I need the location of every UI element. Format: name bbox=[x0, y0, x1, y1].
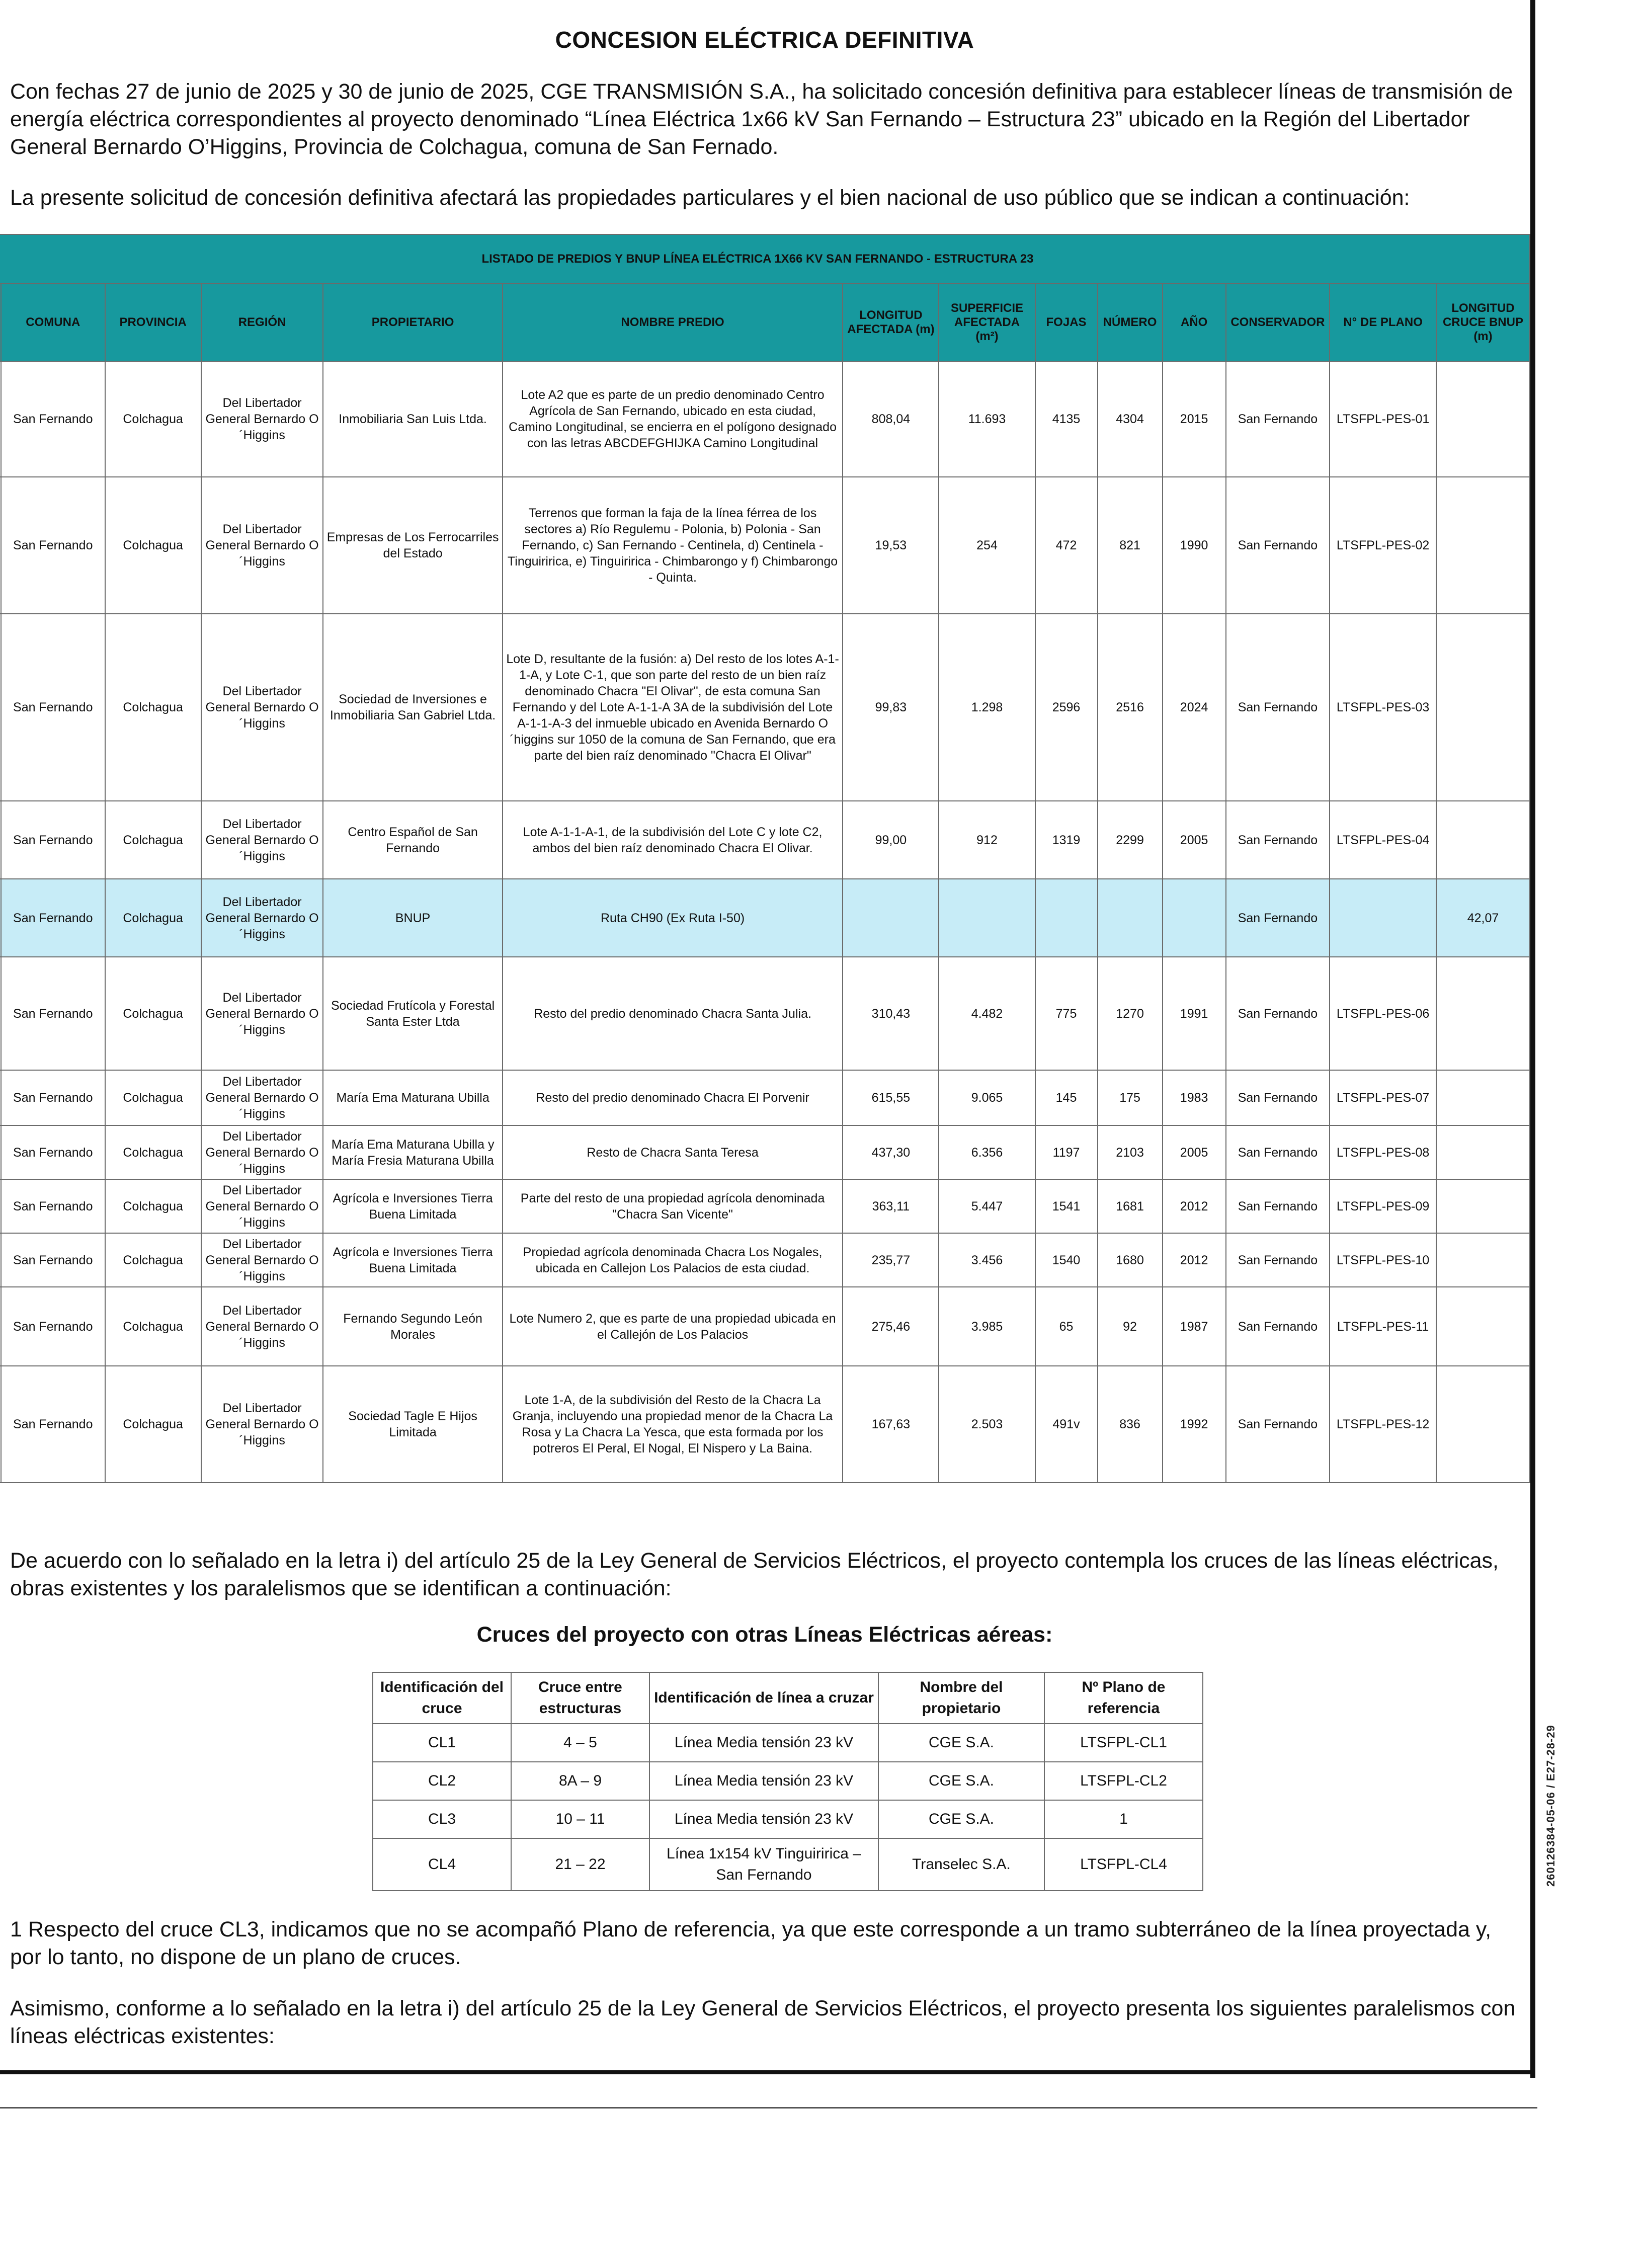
cell-conservador: San Fernando bbox=[1226, 1366, 1330, 1483]
col-header-superficie: SUPERFICIE AFECTADA (m²) bbox=[939, 284, 1035, 361]
cell-numero: 836 bbox=[1098, 1366, 1163, 1483]
cell-fojas: 4135 bbox=[1035, 361, 1098, 477]
table-row bbox=[0, 1233, 1530, 1287]
cell-nombre-predio: Propiedad agrícola denominada Chacra Los Nogales, ubicada en Callejon Los Palacios de esta ciudad. bbox=[503, 1233, 843, 1287]
cell-propietario: Fernando Segundo León Morales bbox=[323, 1287, 502, 1366]
cell-superficie bbox=[939, 879, 1035, 957]
cell-comuna: San Fernando bbox=[1, 1233, 105, 1287]
table-row bbox=[0, 1070, 1530, 1125]
cell-plano: 1 bbox=[1044, 1800, 1203, 1838]
cell-numero bbox=[1098, 879, 1163, 957]
cell-fojas: 1319 bbox=[1035, 801, 1098, 879]
cell-superficie: 1.298 bbox=[939, 614, 1035, 801]
cell-ano: 2012 bbox=[1163, 1179, 1226, 1233]
cell-plano: LTSFPL-PES-11 bbox=[1330, 1287, 1436, 1366]
cell-ano: 1990 bbox=[1163, 477, 1226, 614]
cell-superficie: 11.693 bbox=[939, 361, 1035, 477]
cruces-header-id: Identificación del cruce bbox=[373, 1672, 511, 1724]
cell-numero: 2103 bbox=[1098, 1125, 1163, 1179]
cell-longitud-bnup: 42,07 bbox=[1436, 879, 1530, 957]
cell-longitud-bnup bbox=[1436, 614, 1530, 801]
cell-region: Del Libertador General Bernardo O´Higgins bbox=[201, 1366, 323, 1483]
table-row bbox=[0, 614, 1530, 801]
cell-estructuras: 21 – 22 bbox=[511, 1838, 649, 1891]
cell-nombre-predio: Lote A2 que es parte de un predio denominado Centro Agrícola de San Fernando, ubicado en esta ciudad, Camino Longitudinal, se encierra en el polígono designado con las letras ABCDEFGHIJKA Camino Longitudinal bbox=[503, 361, 843, 477]
cell-provincia: Colchagua bbox=[105, 1366, 201, 1483]
cell-longitud-bnup bbox=[1436, 1125, 1530, 1179]
cell-numero: 4304 bbox=[1098, 361, 1163, 477]
cell-longitud: 363,11 bbox=[843, 1179, 939, 1233]
cell-plano bbox=[1330, 879, 1436, 957]
cell-longitud-bnup bbox=[1436, 1070, 1530, 1125]
page-right-border bbox=[1530, 0, 1535, 2078]
cell-longitud: 615,55 bbox=[843, 1070, 939, 1125]
cell-plano: LTSFPL-PES-09 bbox=[1330, 1179, 1436, 1233]
cell-nombre-predio: Parte del resto de una propiedad agrícola denominada "Chacra San Vicente" bbox=[503, 1179, 843, 1233]
table-row bbox=[0, 801, 1530, 879]
cell-cruce-id: CL4 bbox=[373, 1838, 511, 1891]
cell-comuna: San Fernando bbox=[1, 1070, 105, 1125]
cell-provincia: Colchagua bbox=[105, 1179, 201, 1233]
cell-propietario: Inmobiliaria San Luis Ltda. bbox=[323, 361, 502, 477]
cell-provincia: Colchagua bbox=[105, 1287, 201, 1366]
cruces-table-body bbox=[373, 1724, 1203, 1891]
cell-plano: LTSFPL-PES-01 bbox=[1330, 361, 1436, 477]
page-bottom-rule bbox=[0, 2070, 1534, 2074]
predios-table bbox=[0, 234, 1530, 1483]
cell-conservador: San Fernando bbox=[1226, 1233, 1330, 1287]
cell-propietario: CGE S.A. bbox=[878, 1762, 1044, 1800]
cell-plano: LTSFPL-CL1 bbox=[1044, 1724, 1203, 1762]
col-header-conservador: CONSERVADOR bbox=[1226, 284, 1330, 361]
predios-header-row bbox=[0, 284, 1530, 361]
cell-longitud: 235,77 bbox=[843, 1233, 939, 1287]
cell-plano: LTSFPL-PES-02 bbox=[1330, 477, 1436, 614]
side-publication-code: 260126384-05-06 / E27-28-29 bbox=[1544, 1725, 1557, 1887]
cell-estructuras: 8A – 9 bbox=[511, 1762, 649, 1800]
cell-propietario: María Ema Maturana Ubilla y María Fresia Maturana Ubilla bbox=[323, 1125, 502, 1179]
cell-provincia: Colchagua bbox=[105, 801, 201, 879]
cell-plano: LTSFPL-PES-04 bbox=[1330, 801, 1436, 879]
cell-comuna: San Fernando bbox=[1, 477, 105, 614]
cell-linea: Línea Media tensión 23 kV bbox=[649, 1800, 878, 1838]
table-row bbox=[0, 1125, 1530, 1179]
footnote-paragraph: 1 Respecto del cruce CL3, indicamos que no se acompañó Plano de referencia, ya que este corresponde a un tramo subterráneo de la línea proyectada y, por lo tanto, no dispone de un plano de cruces. bbox=[10, 1917, 1492, 1969]
cell-ano: 2024 bbox=[1163, 614, 1226, 801]
cell-longitud: 310,43 bbox=[843, 957, 939, 1070]
cell-superficie: 9.065 bbox=[939, 1070, 1035, 1125]
cell-conservador: San Fernando bbox=[1226, 1125, 1330, 1179]
cell-nombre-predio: Resto del predio denominado Chacra Santa Julia. bbox=[503, 957, 843, 1070]
cell-longitud: 808,04 bbox=[843, 361, 939, 477]
cell-plano: LTSFPL-CL4 bbox=[1044, 1838, 1203, 1891]
predios-table-body bbox=[0, 361, 1530, 1483]
cell-longitud-bnup bbox=[1436, 1366, 1530, 1483]
cell-linea: Línea Media tensión 23 kV bbox=[649, 1724, 878, 1762]
cell-provincia: Colchagua bbox=[105, 1125, 201, 1179]
cell-conservador: San Fernando bbox=[1226, 477, 1330, 614]
cell-conservador: San Fernando bbox=[1226, 879, 1330, 957]
table-row bbox=[0, 879, 1530, 957]
table-row bbox=[0, 361, 1530, 477]
cell-propietario: CGE S.A. bbox=[878, 1724, 1044, 1762]
cell-propietario: BNUP bbox=[323, 879, 502, 957]
cell-fojas: 1197 bbox=[1035, 1125, 1098, 1179]
cell-ano: 2012 bbox=[1163, 1233, 1226, 1287]
col-header-comuna: COMUNA bbox=[1, 284, 105, 361]
cell-fojas: 491v bbox=[1035, 1366, 1098, 1483]
cell-numero: 2516 bbox=[1098, 614, 1163, 801]
cell-longitud-bnup bbox=[1436, 1287, 1530, 1366]
cell-superficie: 912 bbox=[939, 801, 1035, 879]
cell-ano: 1987 bbox=[1163, 1287, 1226, 1366]
cell-nombre-predio: Resto del predio denominado Chacra El Porvenir bbox=[503, 1070, 843, 1125]
cell-longitud: 99,83 bbox=[843, 614, 939, 801]
cell-longitud-bnup bbox=[1436, 1179, 1530, 1233]
cell-fojas: 775 bbox=[1035, 957, 1098, 1070]
cell-comuna: San Fernando bbox=[1, 1125, 105, 1179]
cell-plano: LTSFPL-CL2 bbox=[1044, 1762, 1203, 1800]
col-header-fojas: FOJAS bbox=[1035, 284, 1098, 361]
cell-numero: 2299 bbox=[1098, 801, 1163, 879]
cell-provincia: Colchagua bbox=[105, 1070, 201, 1125]
cell-comuna: San Fernando bbox=[1, 1366, 105, 1483]
cell-longitud-bnup bbox=[1436, 801, 1530, 879]
cell-conservador: San Fernando bbox=[1226, 801, 1330, 879]
cell-plano: LTSFPL-PES-06 bbox=[1330, 957, 1436, 1070]
cell-fojas: 1541 bbox=[1035, 1179, 1098, 1233]
cell-superficie: 254 bbox=[939, 477, 1035, 614]
cell-longitud-bnup bbox=[1436, 361, 1530, 477]
cell-provincia: Colchagua bbox=[105, 879, 201, 957]
cell-linea: Línea Media tensión 23 kV bbox=[649, 1762, 878, 1800]
intro-paragraph: Con fechas 27 de junio de 2025 y 30 de junio de 2025, CGE TRANSMISIÓN S.A., ha solicitado concesión definitiva para establecer líneas de transmisión de energía eléctrica correspondientes al proyecto denominado “Línea Eléctrica 1x66 kV San Fernando – Estructura 23” ubicado en la Región del Libertador General Bernardo O’Higgins, Provincia de Colchagua, comuna de San Fernado. bbox=[10, 79, 1513, 159]
cell-comuna: San Fernando bbox=[1, 1287, 105, 1366]
cell-propietario: María Ema Maturana Ubilla bbox=[323, 1070, 502, 1125]
cell-region: Del Libertador General Bernardo O´Higgins bbox=[201, 614, 323, 801]
cell-region: Del Libertador General Bernardo O´Higgins bbox=[201, 1070, 323, 1125]
cruces-header-plano: Nº Plano de referencia bbox=[1044, 1672, 1203, 1724]
cell-ano: 2005 bbox=[1163, 1125, 1226, 1179]
cell-cruce-id: CL3 bbox=[373, 1800, 511, 1838]
cell-nombre-predio: Resto de Chacra Santa Teresa bbox=[503, 1125, 843, 1179]
cell-comuna: San Fernando bbox=[1, 957, 105, 1070]
cell-propietario: Empresas de Los Ferrocarriles del Estado bbox=[323, 477, 502, 614]
cell-superficie: 3.456 bbox=[939, 1233, 1035, 1287]
cruces-table bbox=[372, 1672, 1203, 1891]
cell-fojas: 2596 bbox=[1035, 614, 1098, 801]
cell-conservador: San Fernando bbox=[1226, 614, 1330, 801]
page-bottom-thin-rule bbox=[0, 2107, 1537, 2109]
cell-provincia: Colchagua bbox=[105, 477, 201, 614]
cell-nombre-predio: Lote D, resultante de la fusión: a) Del resto de los lotes A-1-1-A, y Lote C-1, que son parte del resto de un bien raíz denominado Chacra "El Olivar", de esta comuna San Fernando y del Lote A-1-1-A 3A de la subdivisión del Lote A-1-1-A-3 del inmueble ubicado en Avenida Bernardo O´higgins sur 1050 de la comuna de San Fernando, que era parte del bien raíz denominado "Chacra El Olivar" bbox=[503, 614, 843, 801]
cell-comuna: San Fernando bbox=[1, 361, 105, 477]
cell-conservador: San Fernando bbox=[1226, 957, 1330, 1070]
cell-region: Del Libertador General Bernardo O´Higgins bbox=[201, 957, 323, 1070]
cell-cruce-id: CL2 bbox=[373, 1762, 511, 1800]
cell-ano: 1983 bbox=[1163, 1070, 1226, 1125]
cell-provincia: Colchagua bbox=[105, 614, 201, 801]
cell-estructuras: 10 – 11 bbox=[511, 1800, 649, 1838]
cell-region: Del Libertador General Bernardo O´Higgins bbox=[201, 477, 323, 614]
cell-longitud bbox=[843, 879, 939, 957]
cell-numero: 1680 bbox=[1098, 1233, 1163, 1287]
cell-nombre-predio: Lote 1-A, de la subdivisión del Resto de la Chacra La Granja, incluyendo una propiedad menor de la Chacra La Rosa y La Chacra La Yesca, que esta formada por los potreros El Peral, El Nogal, El Nispero y La Baina. bbox=[503, 1366, 843, 1483]
cruces-header-linea: Identificación de línea a cruzar bbox=[649, 1672, 878, 1724]
cell-propietario: Agrícola e Inversiones Tierra Buena Limitada bbox=[323, 1233, 502, 1287]
cell-nombre-predio: Lote Numero 2, que es parte de una propiedad ubicada en el Callejón de Los Palacios bbox=[503, 1287, 843, 1366]
cell-comuna: San Fernando bbox=[1, 801, 105, 879]
cell-nombre-predio: Lote A-1-1-A-1, de la subdivisión del Lote C y lote C2, ambos del bien raíz denominado Chacra El Olivar. bbox=[503, 801, 843, 879]
cell-ano: 2005 bbox=[1163, 801, 1226, 879]
col-header-numero: NÚMERO bbox=[1098, 284, 1163, 361]
col-header-longitud-bnup: LONGITUD CRUCE BNUP (m) bbox=[1436, 284, 1530, 361]
cell-propietario: Transelec S.A. bbox=[878, 1838, 1044, 1891]
cell-plano: LTSFPL-PES-10 bbox=[1330, 1233, 1436, 1287]
cruces-header-propietario: Nombre del propietario bbox=[878, 1672, 1044, 1724]
cell-longitud-bnup bbox=[1436, 477, 1530, 614]
cell-fojas bbox=[1035, 879, 1098, 957]
cell-propietario: CGE S.A. bbox=[878, 1800, 1044, 1838]
table-row bbox=[373, 1838, 1203, 1891]
cell-superficie: 3.985 bbox=[939, 1287, 1035, 1366]
cell-longitud: 437,30 bbox=[843, 1125, 939, 1179]
table-row bbox=[0, 1366, 1530, 1483]
cell-numero: 821 bbox=[1098, 477, 1163, 614]
cell-conservador: San Fernando bbox=[1226, 1287, 1330, 1366]
cell-nombre-predio: Terrenos que forman la faja de la línea férrea de los sectores a) Río Regulemu - Polonia, b) Polonia - San Fernando, c) San Fernando - Centinela, d) Centinela - Tinguiririca, e) Tinguiririca - Chimbarongo y f) Chimbarongo - Quinta. bbox=[503, 477, 843, 614]
cell-provincia: Colchagua bbox=[105, 361, 201, 477]
col-header-provincia: PROVINCIA bbox=[105, 284, 201, 361]
cell-superficie: 6.356 bbox=[939, 1125, 1035, 1179]
cell-propietario: Agrícola e Inversiones Tierra Buena Limitada bbox=[323, 1179, 502, 1233]
cell-ano: 2015 bbox=[1163, 361, 1226, 477]
cell-cruce-id: CL1 bbox=[373, 1724, 511, 1762]
table-row bbox=[0, 477, 1530, 614]
cell-conservador: San Fernando bbox=[1226, 1179, 1330, 1233]
cell-region: Del Libertador General Bernardo O´Higgins bbox=[201, 801, 323, 879]
cell-region: Del Libertador General Bernardo O´Higgins bbox=[201, 879, 323, 957]
cell-comuna: San Fernando bbox=[1, 1179, 105, 1233]
table-row bbox=[373, 1724, 1203, 1762]
cell-propietario: Sociedad Frutícola y Forestal Santa Ester Ltda bbox=[323, 957, 502, 1070]
col-header-propietario: PROPIETARIO bbox=[323, 284, 502, 361]
cell-ano bbox=[1163, 879, 1226, 957]
cell-longitud: 99,00 bbox=[843, 801, 939, 879]
cell-fojas: 145 bbox=[1035, 1070, 1098, 1125]
cell-estructuras: 4 – 5 bbox=[511, 1724, 649, 1762]
cell-ano: 1992 bbox=[1163, 1366, 1226, 1483]
cell-provincia: Colchagua bbox=[105, 1233, 201, 1287]
cell-ano: 1991 bbox=[1163, 957, 1226, 1070]
affectation-paragraph: La presente solicitud de concesión definitiva afectará las propiedades particulares y el bien nacional de uso público que se indican a continuación: bbox=[10, 186, 1410, 210]
cell-propietario: Sociedad Tagle E Hijos Limitada bbox=[323, 1366, 502, 1483]
cell-region: Del Libertador General Bernardo O´Higgins bbox=[201, 1233, 323, 1287]
table-row bbox=[0, 1287, 1530, 1366]
cruces-header-estructuras: Cruce entre estructuras bbox=[511, 1672, 649, 1724]
cruces-table-title: Cruces del proyecto con otras Líneas Eléctricas aéreas: bbox=[476, 1623, 1053, 1647]
cell-region: Del Libertador General Bernardo O´Higgins bbox=[201, 1287, 323, 1366]
cell-numero: 175 bbox=[1098, 1070, 1163, 1125]
col-header-plano: N° DE PLANO bbox=[1330, 284, 1436, 361]
cell-longitud-bnup bbox=[1436, 1233, 1530, 1287]
cell-plano: LTSFPL-PES-03 bbox=[1330, 614, 1436, 801]
table-row bbox=[0, 1179, 1530, 1233]
col-header-longitud: LONGITUD AFECTADA (m) bbox=[843, 284, 939, 361]
table-row bbox=[0, 957, 1530, 1070]
cell-longitud: 19,53 bbox=[843, 477, 939, 614]
cell-numero: 92 bbox=[1098, 1287, 1163, 1366]
col-header-region: REGIÓN bbox=[201, 284, 323, 361]
cell-longitud: 275,46 bbox=[843, 1287, 939, 1366]
cell-provincia: Colchagua bbox=[105, 957, 201, 1070]
cell-conservador: San Fernando bbox=[1226, 1070, 1330, 1125]
cell-conservador: San Fernando bbox=[1226, 361, 1330, 477]
cell-region: Del Libertador General Bernardo O´Higgins bbox=[201, 361, 323, 477]
cell-superficie: 2.503 bbox=[939, 1366, 1035, 1483]
cruces-intro-paragraph: De acuerdo con lo señalado en la letra i) del artículo 25 de la Ley General de Servicios Eléctricos, el proyecto contempla los cruces de las líneas eléctricas, obras existentes y los paralelismos que se identifican a continuación: bbox=[10, 1549, 1499, 1600]
predios-table-banner: LISTADO DE PREDIOS Y BNUP LÍNEA ELÉCTRICA 1X66 KV SAN FERNANDO - ESTRUCTURA 23 bbox=[0, 234, 1530, 284]
cell-fojas: 1540 bbox=[1035, 1233, 1098, 1287]
cell-plano: LTSFPL-PES-08 bbox=[1330, 1125, 1436, 1179]
cell-plano: LTSFPL-PES-07 bbox=[1330, 1070, 1436, 1125]
cell-numero: 1681 bbox=[1098, 1179, 1163, 1233]
cell-fojas: 65 bbox=[1035, 1287, 1098, 1366]
cell-nombre-predio: Ruta CH90 (Ex Ruta I-50) bbox=[503, 879, 843, 957]
cell-superficie: 5.447 bbox=[939, 1179, 1035, 1233]
paralelismos-intro-paragraph: Asimismo, conforme a lo señalado en la letra i) del artículo 25 de la Ley General de Servicios Eléctricos, el proyecto presenta los siguientes paralelismos con líneas eléctricas existentes: bbox=[10, 1996, 1516, 2048]
cell-plano: LTSFPL-PES-12 bbox=[1330, 1366, 1436, 1483]
cell-longitud-bnup bbox=[1436, 957, 1530, 1070]
cell-linea: Línea 1x154 kV Tinguiririca – San Fernando bbox=[649, 1838, 878, 1891]
cell-region: Del Libertador General Bernardo O´Higgins bbox=[201, 1179, 323, 1233]
cell-superficie: 4.482 bbox=[939, 957, 1035, 1070]
cell-fojas: 472 bbox=[1035, 477, 1098, 614]
cell-propietario: Centro Español de San Fernando bbox=[323, 801, 502, 879]
table-row bbox=[373, 1800, 1203, 1838]
cell-numero: 1270 bbox=[1098, 957, 1163, 1070]
cell-propietario: Sociedad de Inversiones e Inmobiliaria San Gabriel Ltda. bbox=[323, 614, 502, 801]
table-row bbox=[373, 1762, 1203, 1800]
document-title: CONCESION ELÉCTRICA DEFINITIVA bbox=[555, 27, 974, 53]
cell-comuna: San Fernando bbox=[1, 614, 105, 801]
cell-region: Del Libertador General Bernardo O´Higgins bbox=[201, 1125, 323, 1179]
cruces-header-row bbox=[373, 1672, 1203, 1724]
cell-longitud: 167,63 bbox=[843, 1366, 939, 1483]
col-header-nombre-predio: NOMBRE PREDIO bbox=[503, 284, 843, 361]
cell-comuna: San Fernando bbox=[1, 879, 105, 957]
col-header-ano: AÑO bbox=[1163, 284, 1226, 361]
